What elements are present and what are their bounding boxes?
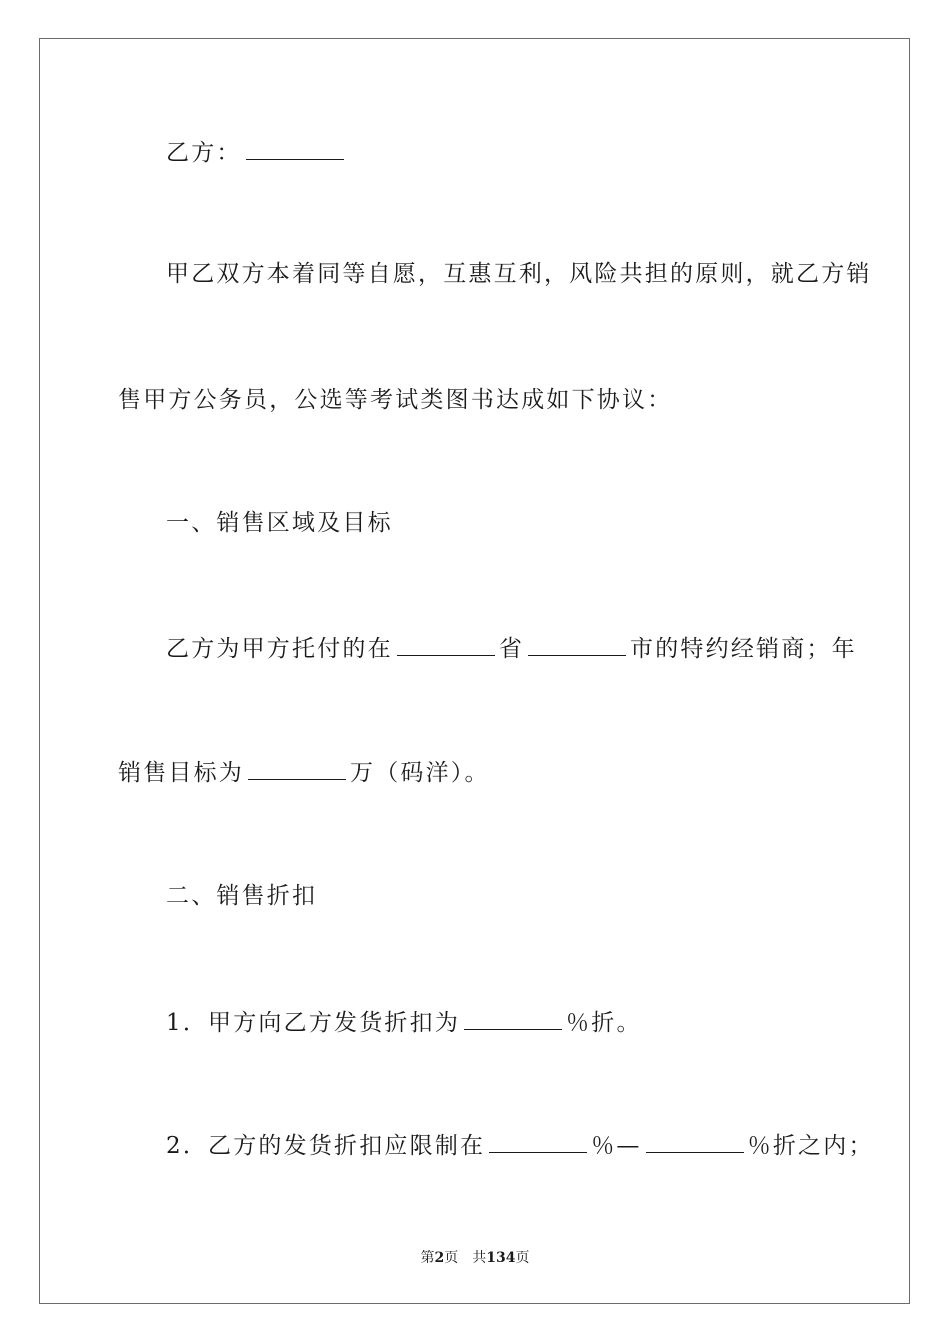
sales-target-text-2: 万（码洋）。 [350,760,490,786]
discount-item-1-text-1: 1．甲方向乙方发货折扣为 [166,1010,461,1036]
footer-total-suffix: 页 [515,1250,530,1266]
section-heading-sales-area: 一、销售区域及目标 [166,510,393,536]
city-blank [528,635,626,656]
discount-item-2-text-3: ％折之内； [747,1133,874,1159]
footer-total-prefix: 共 [472,1250,487,1266]
section-heading-discount: 二、销售折扣 [166,883,318,909]
page-footer [0,1247,950,1267]
sales-area-text-1: 乙方为甲方托付的在 [166,636,393,662]
discount-item-1-text-2: ％折。 [566,1010,642,1036]
footer-total-pages: 134 [486,1250,516,1266]
discount-max-blank [646,1132,744,1153]
page-border [39,38,910,1304]
discount-min-blank [489,1132,587,1153]
discount-item-1 [166,1008,642,1038]
party-b-blank [246,139,344,160]
sales-area-text-2: 省 [498,636,525,662]
sales-target-text-1: 销售目标为 [118,760,244,786]
intro-paragraph-line-2: 售甲方公务员，公选等考试类图书达成如下协议： [118,387,673,413]
party-b-line [166,138,348,168]
discount-item-2-text-2: ％— [591,1133,642,1159]
discount-rate-blank [464,1009,562,1030]
intro-paragraph-line-1: 甲乙双方本着同等自愿，互惠互利，风险共担的原则，就乙方销 [166,261,872,287]
footer-page-suffix: 页 [444,1250,459,1266]
sales-area-text-3: 市的特约经销商；年 [630,636,857,662]
province-blank [397,635,495,656]
footer-page-number: 2 [434,1250,445,1266]
party-b-label: 乙方： [166,140,242,166]
sales-area-line-1 [166,634,857,664]
sales-target-line [118,758,490,788]
footer-page-prefix: 第 [420,1250,435,1266]
discount-item-2 [166,1131,874,1161]
sales-target-blank [248,759,346,780]
discount-item-2-text-1: 2．乙方的发货折扣应限制在 [166,1133,486,1159]
